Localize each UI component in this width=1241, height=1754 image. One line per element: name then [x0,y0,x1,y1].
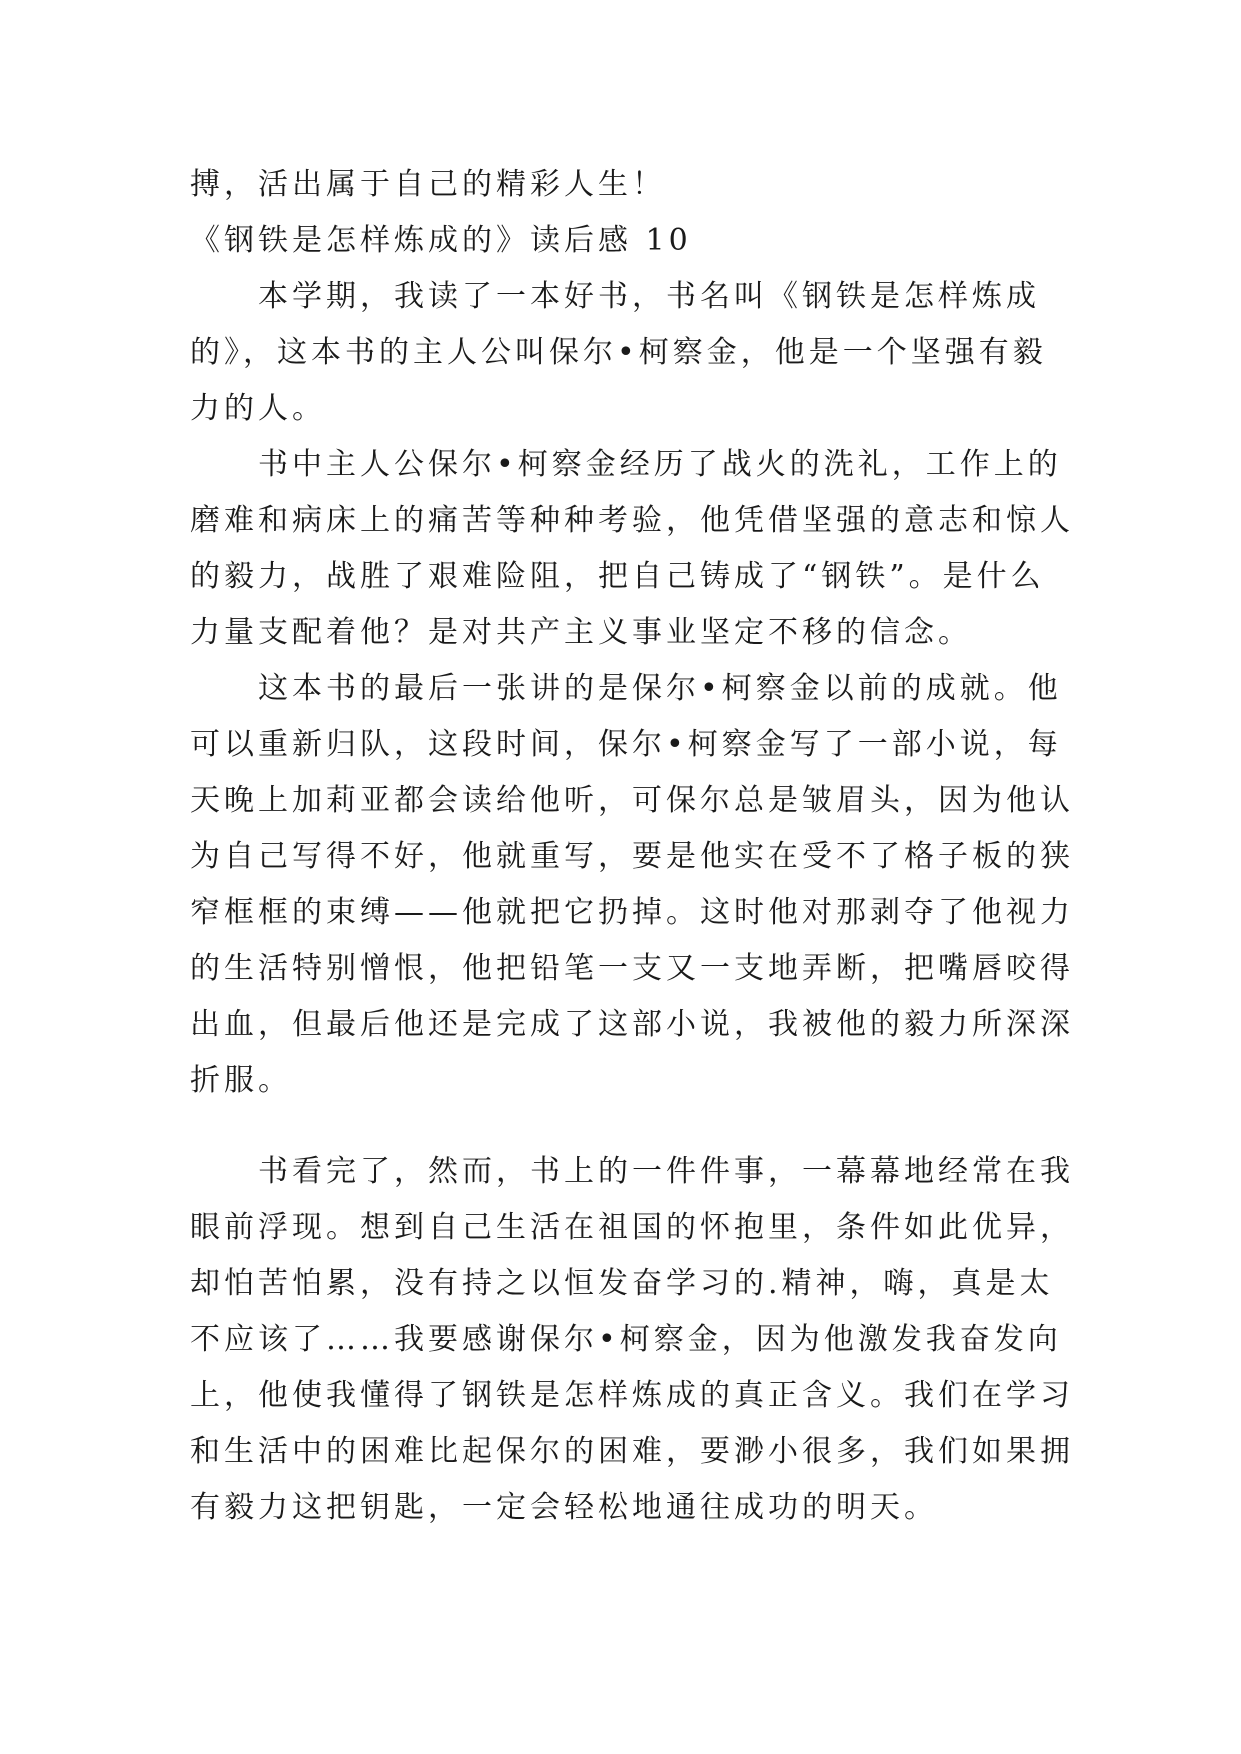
essay-title: 《钢铁是怎样炼成的》读后感 10 [190,223,692,258]
text-line: 可以重新归队，这段时间，保尔•柯察金写了一部小说，每 [190,727,1062,762]
text-line: 眼前浮现。想到自己生活在祖国的怀抱里，条件如此优异， [190,1210,1074,1245]
text-line: 本学期，我读了一本好书，书名叫《钢铁是怎样炼成 [258,279,1040,314]
text-line: 上，他使我懂得了钢铁是怎样炼成的真正含义。我们在学习 [190,1378,1074,1413]
text-line: 窄框框的束缚——他就把它扔掉。这时他对那剥夺了他视力 [190,895,1074,930]
text-line: 折服。 [190,1063,292,1098]
text-line: 和生活中的困难比起保尔的困难，要渺小很多，我们如果拥 [190,1434,1074,1469]
text-line: 书看完了，然而，书上的一件件事，一幕幕地经常在我 [258,1154,1074,1189]
text-line: 的生活特别憎恨，他把铅笔一支又一支地弄断，把嘴唇咬得 [190,951,1074,986]
text-line: 的毅力，战胜了艰难险阻，把自己铸成了“钢铁”。是什么 [190,559,1045,594]
text-line: 出血，但最后他还是完成了这部小说，我被他的毅力所深深 [190,1007,1074,1042]
text-line: 这本书的最后一张讲的是保尔•柯察金以前的成就。他 [258,671,1062,706]
text-line: 的》，这本书的主人公叫保尔•柯察金，他是一个坚强有毅 [190,335,1047,370]
text-line: 为自己写得不好，他就重写，要是他实在受不了格子板的狭 [190,839,1074,874]
text-line: 有毅力这把钥匙，一定会轻松地通往成功的明天。 [190,1490,938,1525]
text-line: 力的人。 [190,391,326,426]
text-line: 书中主人公保尔•柯察金经历了战火的洗礼，工作上的 [258,447,1062,482]
text-line: 搏，活出属于自己的精彩人生！ [190,167,666,202]
text-line: 不应该了……我要感谢保尔•柯察金，因为他激发我奋发向 [190,1322,1062,1357]
text-line: 却怕苦怕累，没有持之以恒发奋学习的.精神，嗨，真是太 [190,1266,1054,1301]
text-line: 力量支配着他？是对共产主义事业坚定不移的信念。 [190,615,972,650]
text-line: 天晚上加莉亚都会读给他听，可保尔总是皱眉头，因为他认 [190,783,1074,818]
text-line: 磨难和病床上的痛苦等种种考验，他凭借坚强的意志和惊人 [190,503,1074,538]
